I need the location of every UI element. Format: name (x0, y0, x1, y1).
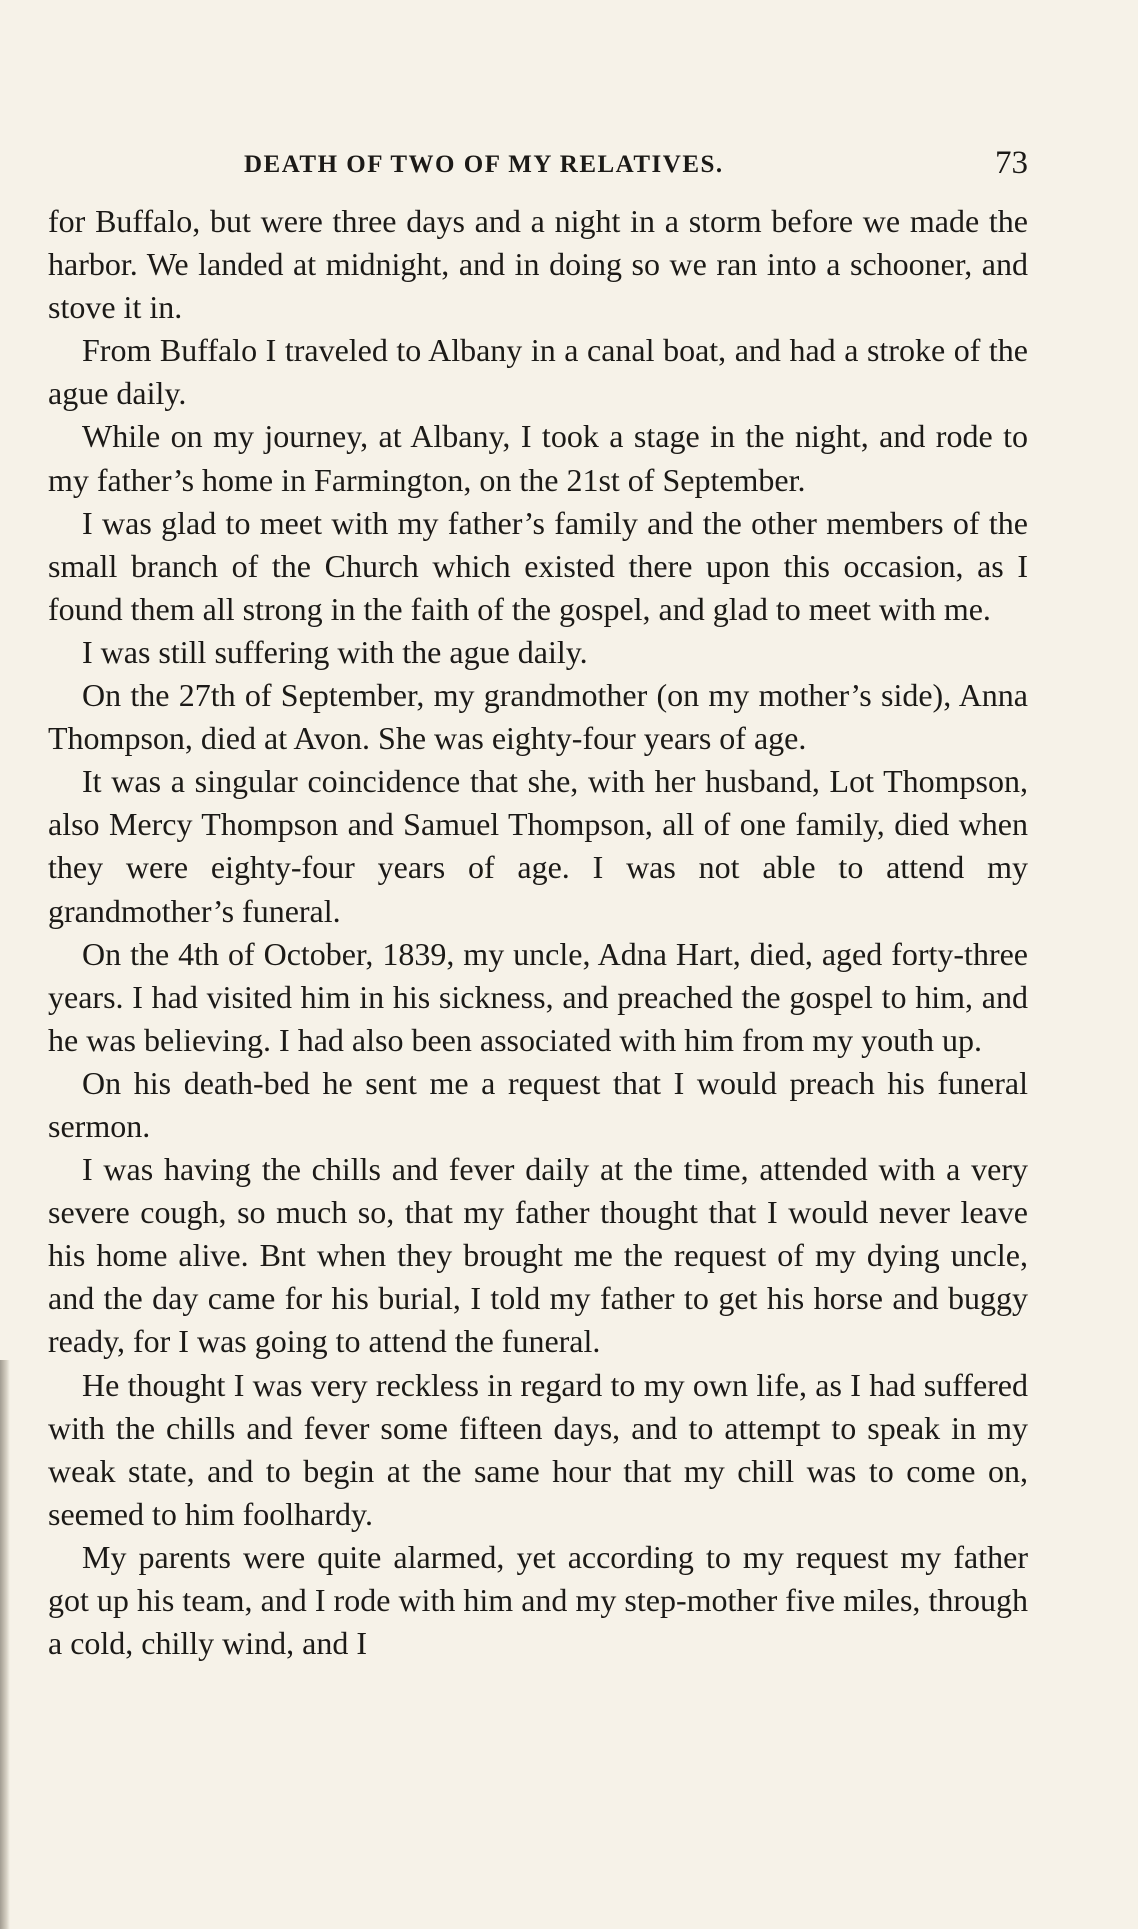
paragraph: He thought I was very reckless in regard to my own life, as I had suffered with the chills and fever some fifteen days, and to attempt to speak in my weak state, and to begin at the same hour that my chill was to come on, seemed to him foolhardy. (48, 1366, 1028, 1532)
page-number: 73 (995, 145, 1028, 181)
paragraph: for Buffalo, but were three days and a night in a storm before we made the harbor. We landed at midnight, and in doing so we ran into a schooner, and stove it in. (48, 203, 1028, 326)
paragraph: I was glad to meet with my father’s family and the other members of the small branch of the Church which existed there upon this occasion, as I found them all strong in the faith of the gospel, and glad to meet with me. (48, 504, 1028, 627)
paragraph: On the 4th of October, 1839, my uncle, Adna Hart, died, aged forty-three years. I had visited him in his sickness, and preached the gospel to him, and he was believing. I had also been associated with him from my youth up. (48, 935, 1028, 1058)
body-text (48, 200, 1028, 1665)
paragraph: On the 27th of September, my grandmother (on my mother’s side), Anna Thompson, died at Avon. She was eighty-four years of age. (48, 677, 1028, 757)
paragraph: I was still suffering with the ague daily. (82, 633, 588, 670)
paragraph: It was a singular coincidence that she, with her husband, Lot Thompson, also Mercy Thompson and Samuel Thompson, all of one family, died when they were eighty-four years of age. I was not able to attend my grandmother’s funeral. (48, 763, 1028, 929)
page-edge-shadow (0, 1360, 10, 1929)
paragraph: On his death-bed he sent me a request that I would preach his funeral sermon. (48, 1064, 1028, 1144)
paragraph: My parents were quite alarmed, yet according to my request my father got up his team, and I rode with him and my step-mother five miles, through a cold, chilly wind, and I (48, 1538, 1028, 1662)
paragraph: I was having the chills and fever daily at the time, attended with a very severe cough, so much so, that my father thought that I would never leave his home alive. Bnt when they brought me the request of my dying uncle, and the day came for his burial, I told my father to get his horse and buggy ready, for I was going to attend the funeral. (48, 1151, 1028, 1360)
running-head (48, 145, 1028, 185)
running-title: DEATH OF TWO OF MY RELATIVES. (244, 151, 724, 178)
paragraph: While on my journey, at Albany, I took a stage in the night, and rode to my father’s home in Farmington, on the 21st of September. (48, 418, 1028, 498)
paragraph: From Buffalo I traveled to Albany in a canal boat, and had a stroke of the ague daily. (48, 332, 1028, 412)
